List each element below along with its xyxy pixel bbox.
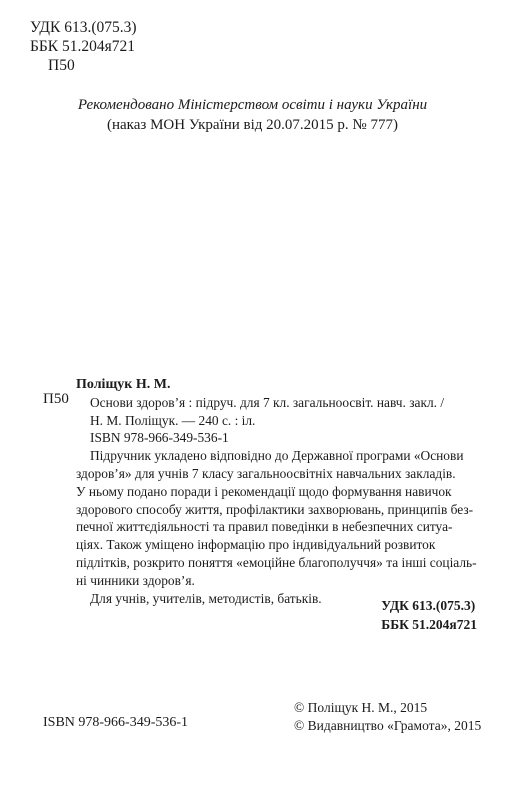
copyright-block <box>294 699 481 735</box>
recommendation-line: Рекомендовано Міністерством освіти і науки України <box>77 97 428 113</box>
catalog-author-sign: П50 <box>43 391 69 407</box>
annotation-line: ціях. Також уміщено інформацію про індивідуальний розвиток <box>76 537 436 553</box>
udk-code: УДК 613.(075.3) <box>30 19 137 36</box>
isbn-line: ISBN 978-966-349-536-1 <box>90 430 229 446</box>
classification-codes <box>381 596 477 634</box>
header-codes <box>30 18 137 75</box>
title-line: Основи здоров’я : підруч. для 7 кл. загальноосвіт. навч. закл. / <box>90 394 445 410</box>
annotation-line: здорового способу життя, профілактики захворювань, принципів без- <box>76 501 474 517</box>
copyright-publisher: © Видавництво «Грамота», 2015 <box>294 718 482 733</box>
copyright-author: © Поліщук Н. М., 2015 <box>294 700 428 715</box>
bbk-code-bottom: ББК 51.204я721 <box>381 617 477 632</box>
annotation-line: ні чинники здоров’я. <box>76 572 195 588</box>
order-reference: (наказ МОН України від 20.07.2015 р. № 777) <box>107 117 398 133</box>
author-sign: П50 <box>48 57 75 74</box>
annotation-line: У ньому подано поради і рекомендації щодо формування навичок <box>76 483 452 499</box>
author-name: Поліщук Н. М. <box>76 377 171 392</box>
catalog-entry <box>76 376 486 607</box>
isbn-footer: ISBN 978-966-349-536-1 <box>43 715 189 730</box>
udk-code-bottom: УДК 613.(075.3) <box>381 598 476 613</box>
audience-line: Для учнів, учителів, методистів, батьків. <box>90 590 322 606</box>
ministry-recommendation <box>0 95 505 135</box>
bbk-code: ББК 51.204я721 <box>30 38 136 55</box>
title-line: Н. М. Поліщук. — 240 с. : іл. <box>90 412 256 428</box>
annotation-line: підлітків, розкрито поняття «емоційне благополуччя» та інші соціаль- <box>76 554 477 570</box>
annotation-line: Підручник укладено відповідно до Державної програми «Основи <box>90 448 464 464</box>
annotation-line: здоров’я» для учнів 7 класу загальноосвітніх навчальних закладів. <box>76 465 456 481</box>
annotation-line: печної життєдіяльності та правил поведінки в небезпечних ситуа- <box>76 519 453 535</box>
